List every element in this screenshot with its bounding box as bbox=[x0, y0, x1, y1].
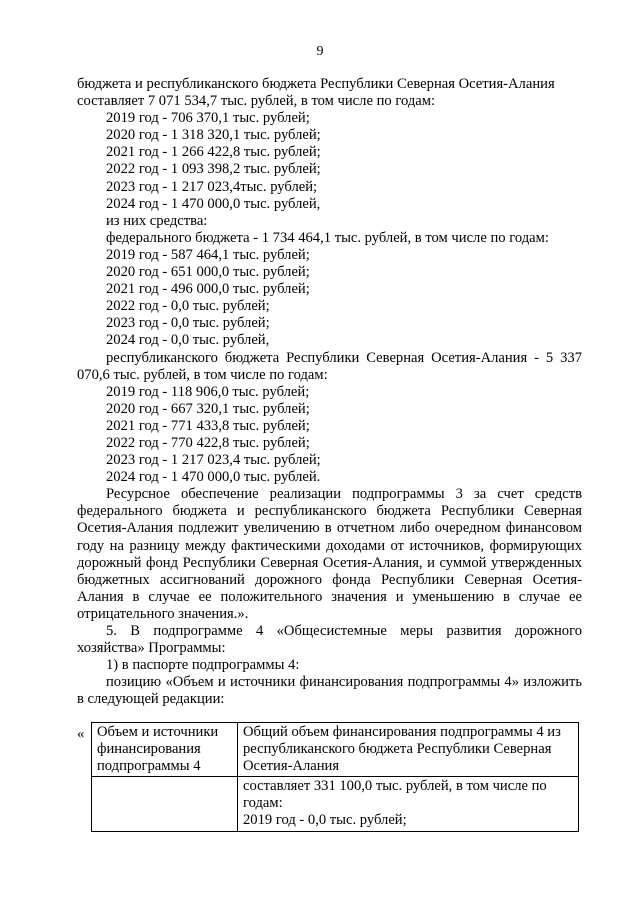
section-5-paragraph: 5. В подпрограмме 4 «Общесистемные меры развития дорожного хозяйства» Программы: bbox=[77, 623, 582, 657]
financing-table bbox=[91, 722, 579, 832]
table-cell-label: Объем и источники финансирования подпрограммы 4 bbox=[92, 723, 238, 777]
table-cell-line: составляет 331 100,0 тыс. рублей, в том числе по годам: bbox=[243, 778, 547, 812]
text-line: составляет 7 071 534,7 тыс. рублей, в том числе по годам: bbox=[77, 93, 436, 110]
text-line: 2019 год - 587 464,1 тыс. рублей; bbox=[106, 246, 310, 263]
text-line: 2021 год - 496 000,0 тыс. рублей; bbox=[106, 281, 310, 298]
text-line: бюджета и республиканского бюджета Республики Северная Осетия-Алания bbox=[77, 76, 555, 92]
text-line: 2022 год - 1 093 398,2 тыс. рублей; bbox=[106, 161, 321, 178]
opening-quote: « bbox=[77, 726, 85, 742]
table-cell-value: Общий объем финансирования подпрограммы 4 из республиканского бюджета Республики Северная Осетия-Алания bbox=[238, 723, 579, 777]
text-line: 2022 год - 0,0 тыс. рублей; bbox=[106, 298, 270, 315]
text-line: из них средства: bbox=[106, 212, 208, 229]
text-line: 2024 год - 0,0 тыс. рублей, bbox=[106, 332, 270, 349]
text-line: 2024 год - 1 470 000,0 тыс. рублей. bbox=[106, 469, 321, 486]
text-line: 2021 год - 1 266 422,8 тыс. рублей; bbox=[106, 144, 321, 161]
text-line: федерального бюджета - 1 734 464,1 тыс. рублей, в том числе по годам: bbox=[106, 229, 549, 246]
text-line: 2024 год - 1 470 000,0 тыс. рублей, bbox=[106, 195, 321, 212]
table-row bbox=[92, 777, 579, 831]
table-row bbox=[92, 723, 579, 777]
table-cell-label bbox=[92, 777, 238, 831]
republic-budget-years-block bbox=[77, 384, 582, 487]
text-line: 2021 год - 771 433,8 тыс. рублей; bbox=[106, 417, 310, 434]
text-line: 2022 год - 770 422,8 тыс. рублей; bbox=[106, 434, 310, 451]
text-line: 2020 год - 1 318 320,1 тыс. рублей; bbox=[106, 127, 321, 144]
page-number: 9 bbox=[316, 44, 324, 59]
document-body bbox=[77, 76, 582, 708]
text-line: 2023 год - 0,0 тыс. рублей; bbox=[106, 315, 270, 332]
text-line: 2019 год - 118 906,0 тыс. рублей; bbox=[106, 383, 310, 400]
passport-line: 1) в паспорте подпрограммы 4: bbox=[106, 657, 300, 674]
text-line: 2019 год - 706 370,1 тыс. рублей; bbox=[106, 110, 310, 127]
republic-budget-paragraph: республиканского бюджета Республики Северная Осетия-Алания - 5 337 070,6 тыс. рублей, в том числе по годам: bbox=[77, 349, 582, 383]
text-line: 2023 год - 1 217 023,4тыс. рублей; bbox=[106, 178, 318, 195]
position-paragraph: позицию «Объем и источники финансирования подпрограммы 4» изложить в следующей редакции: bbox=[77, 674, 582, 708]
text-line: 2020 год - 651 000,0 тыс. рублей; bbox=[106, 264, 310, 281]
resource-provision-paragraph: Ресурсное обеспечение реализации подпрограммы 3 за счет средств федерального бюджета и республиканского бюджета Республики Северная Осетия-Алания подлежит увеличению в отчетном либо очередном финансовом году на разницу между фактическими доходами от источников, формирующих дорожный фонд Республики Северная Осетия-Алания, и суммой утвержденных бюджетных ассигнований дорожного фонда Республики Северная Осетия-Алания в случае ее положительного значения и уменьшению в случае ее отрицательного значения.». bbox=[77, 486, 582, 622]
text-line: 2020 год - 667 320,1 тыс. рублей; bbox=[106, 400, 310, 417]
table-cell-line: 2019 год - 0,0 тыс. рублей; bbox=[243, 812, 407, 829]
table-cell-value bbox=[238, 777, 579, 831]
budget-lines-block bbox=[77, 76, 582, 350]
text-line: 2023 год - 1 217 023,4 тыс. рублей; bbox=[106, 452, 321, 469]
